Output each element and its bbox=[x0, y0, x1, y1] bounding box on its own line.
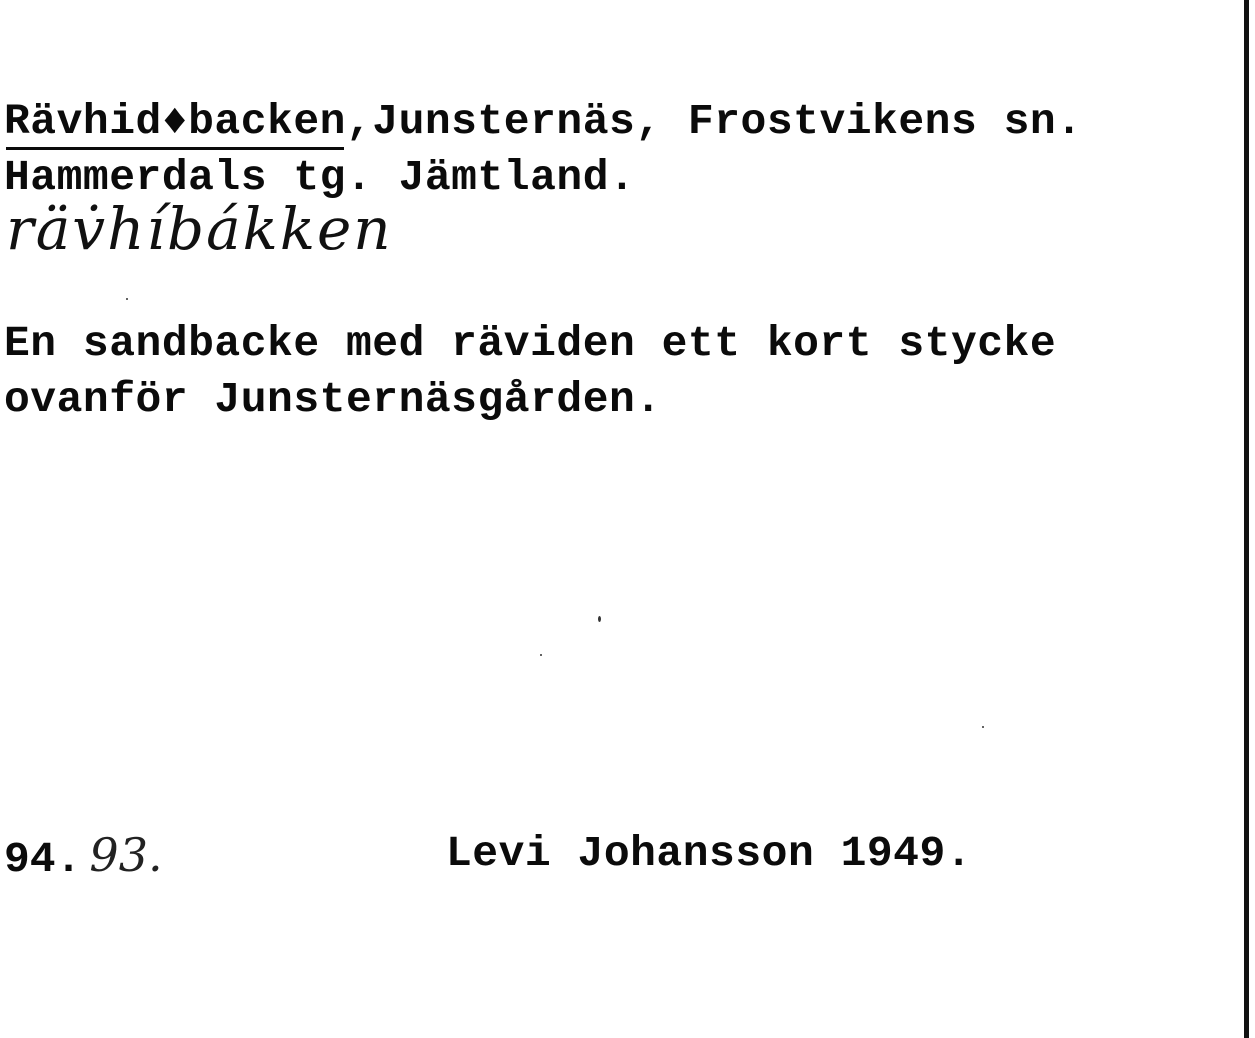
headword: Rävhid♦backen bbox=[4, 97, 346, 146]
place-name-line bbox=[4, 97, 1083, 146]
reference-typed: 94. bbox=[4, 835, 82, 884]
paper-speck bbox=[126, 298, 128, 300]
reference-handwritten: 93. bbox=[89, 828, 163, 882]
paper-speck bbox=[982, 726, 984, 728]
paper-speck bbox=[540, 654, 542, 656]
paper-speck bbox=[598, 616, 601, 622]
reference-number bbox=[4, 828, 163, 884]
phonetic-transcription: räv̇híbákken bbox=[6, 195, 393, 263]
collector-signature-line: Levi Johansson 1949. bbox=[446, 829, 973, 878]
region-line: Hammerdals tg. Jämtland. bbox=[4, 153, 636, 202]
card-edge-line bbox=[1244, 0, 1249, 1038]
description-line-1: En sandbacke med räviden ett kort stycke bbox=[4, 319, 1057, 368]
description-line-2: ovanför Junsternäsgården. bbox=[4, 375, 662, 424]
location-text: ,Junsternäs, Frostvikens sn. bbox=[345, 97, 1083, 146]
